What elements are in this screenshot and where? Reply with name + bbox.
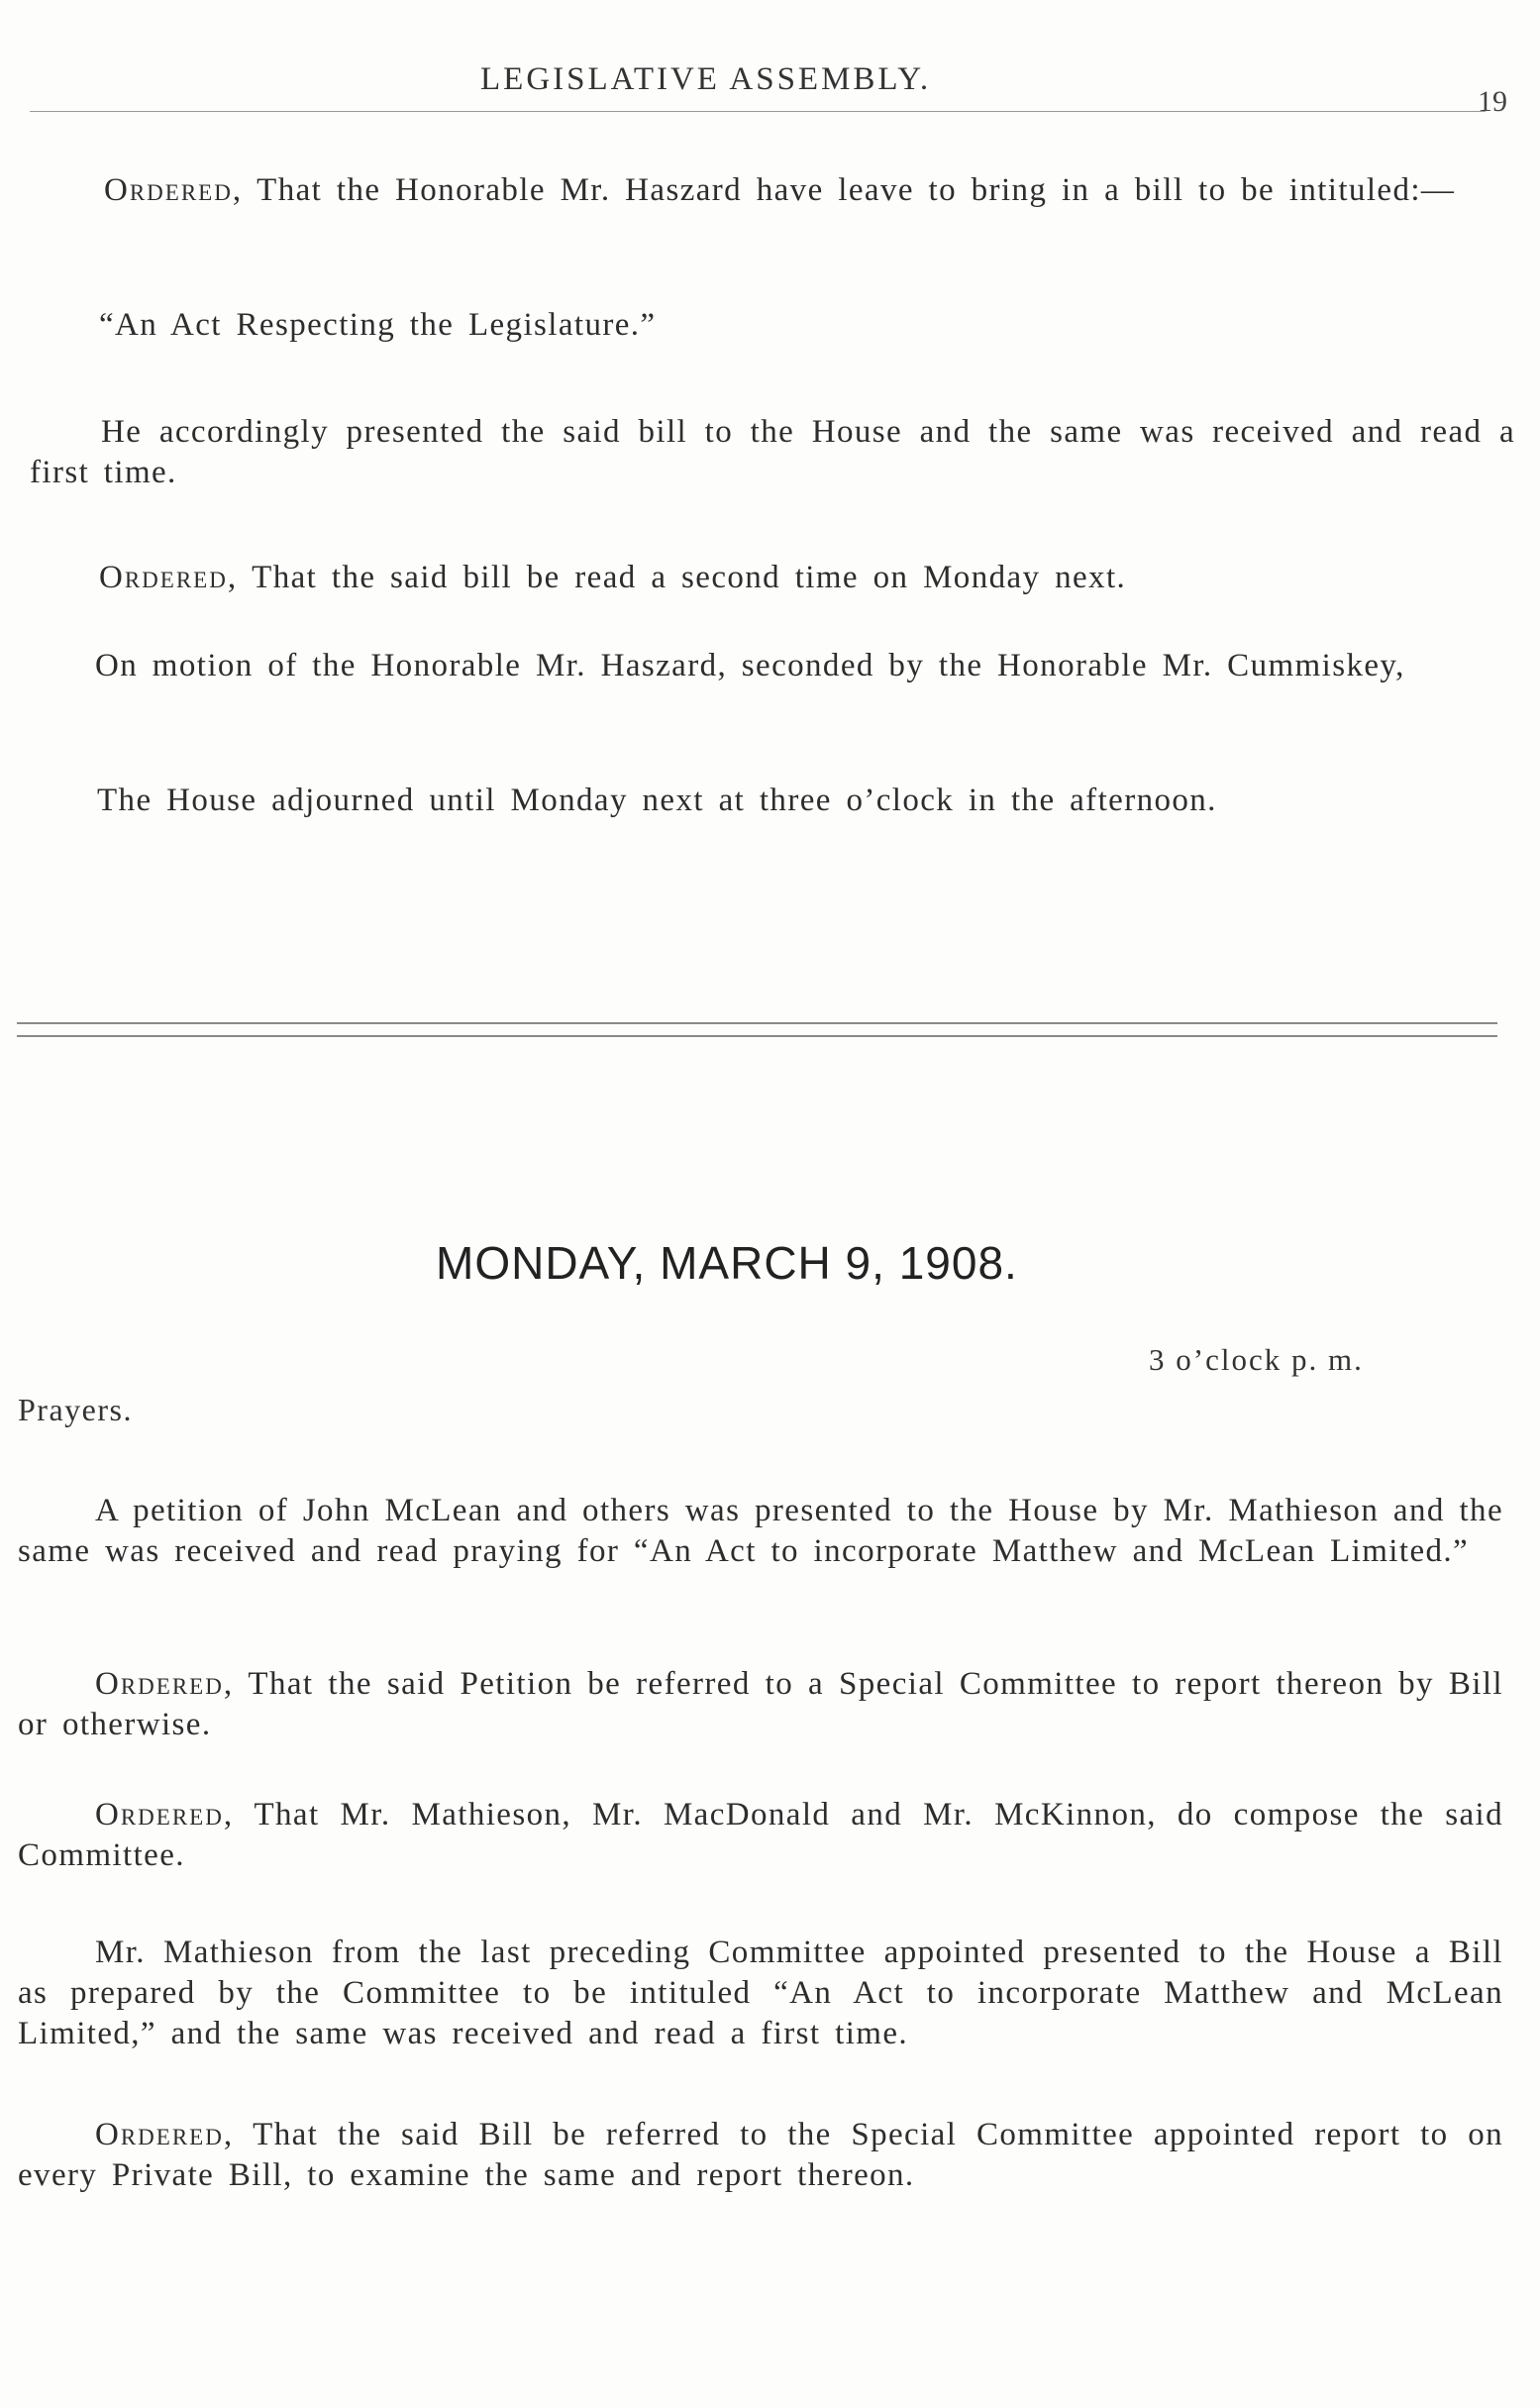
page-number: 19 [1478, 85, 1507, 118]
paragraph-text: That the Honorable Mr. Haszard have leave to bring in a bill to be intituled:— [243, 172, 1456, 208]
ordered-compose-committee-paragraph [18, 1795, 1503, 1876]
ordered-refer-committee-paragraph [18, 1664, 1503, 1745]
bill-title: “An Act Respecting the Legislature.” [99, 307, 657, 343]
petition-paragraph [18, 1491, 1503, 1572]
paragraph-text: That the said bill be read a second time on Monday next. [238, 560, 1127, 595]
paragraph-text: A petition of John McLean and others was presented to the House by Mr. Mathieson and the same was received and read praying for “An Act to incorporate Matthew and McLean Limited.” [18, 1493, 1503, 1569]
bill-title-paragraph [99, 305, 1486, 346]
ordered-lead: Ordered, [95, 2117, 235, 2152]
paragraph-text: That Mr. Mathieson, Mr. MacDonald and Mr. McKinnon, do compose the said Committee. [18, 1797, 1503, 1873]
ordered-lead: Ordered, [95, 1666, 235, 1702]
section-divider-top [17, 1022, 1497, 1024]
page-header [0, 61, 1540, 118]
ordered-lead: Ordered, [104, 172, 244, 208]
date-heading: MONDAY, MARCH 9, 1908. [436, 1237, 1018, 1289]
ordered-second-reading-paragraph [30, 558, 1515, 598]
ordered-private-bill-paragraph [18, 2115, 1503, 2196]
paragraph-text: The House adjourned until Monday next at three o’clock in the afternoon. [97, 783, 1217, 818]
committee-bill-paragraph [18, 1933, 1503, 2054]
ordered-lead: Ordered, [99, 560, 239, 595]
time-note: 3 o’clock p. m. [1149, 1342, 1364, 1377]
running-head: LEGISLATIVE ASSEMBLY. [480, 61, 932, 97]
paragraph-text: He accordingly presented the said bill to the House and the same was received and read a first time. [30, 414, 1515, 490]
adjournment-paragraph [30, 781, 1515, 821]
bill-presented-paragraph [30, 412, 1515, 493]
motion-paragraph [18, 646, 1498, 686]
ordered-leave-bill-paragraph [30, 170, 1515, 211]
prayers-label: Prayers. [18, 1392, 133, 1427]
header-rule [30, 111, 1486, 112]
ordered-lead: Ordered, [95, 1797, 235, 1832]
paragraph-text: On motion of the Honorable Mr. Haszard, seconded by the Honorable Mr. Cummiskey, [95, 648, 1405, 683]
paragraph-text: Mr. Mathieson from the last preceding Committee appointed presented to the House a Bill as prepared by the Committee to be intituled “An Act to incorporate Matthew and McLean Limited,” and the same was received and read a first time. [18, 1935, 1503, 2051]
paragraph-text: That the said Bill be referred to the Special Committee appointed report to on every Private Bill, to examine the same and report thereon. [18, 2117, 1503, 2193]
paragraph-text: That the said Petition be referred to a Special Committee to report thereon by Bill or otherwise. [18, 1666, 1503, 1742]
section-divider-bottom [17, 1035, 1497, 1037]
